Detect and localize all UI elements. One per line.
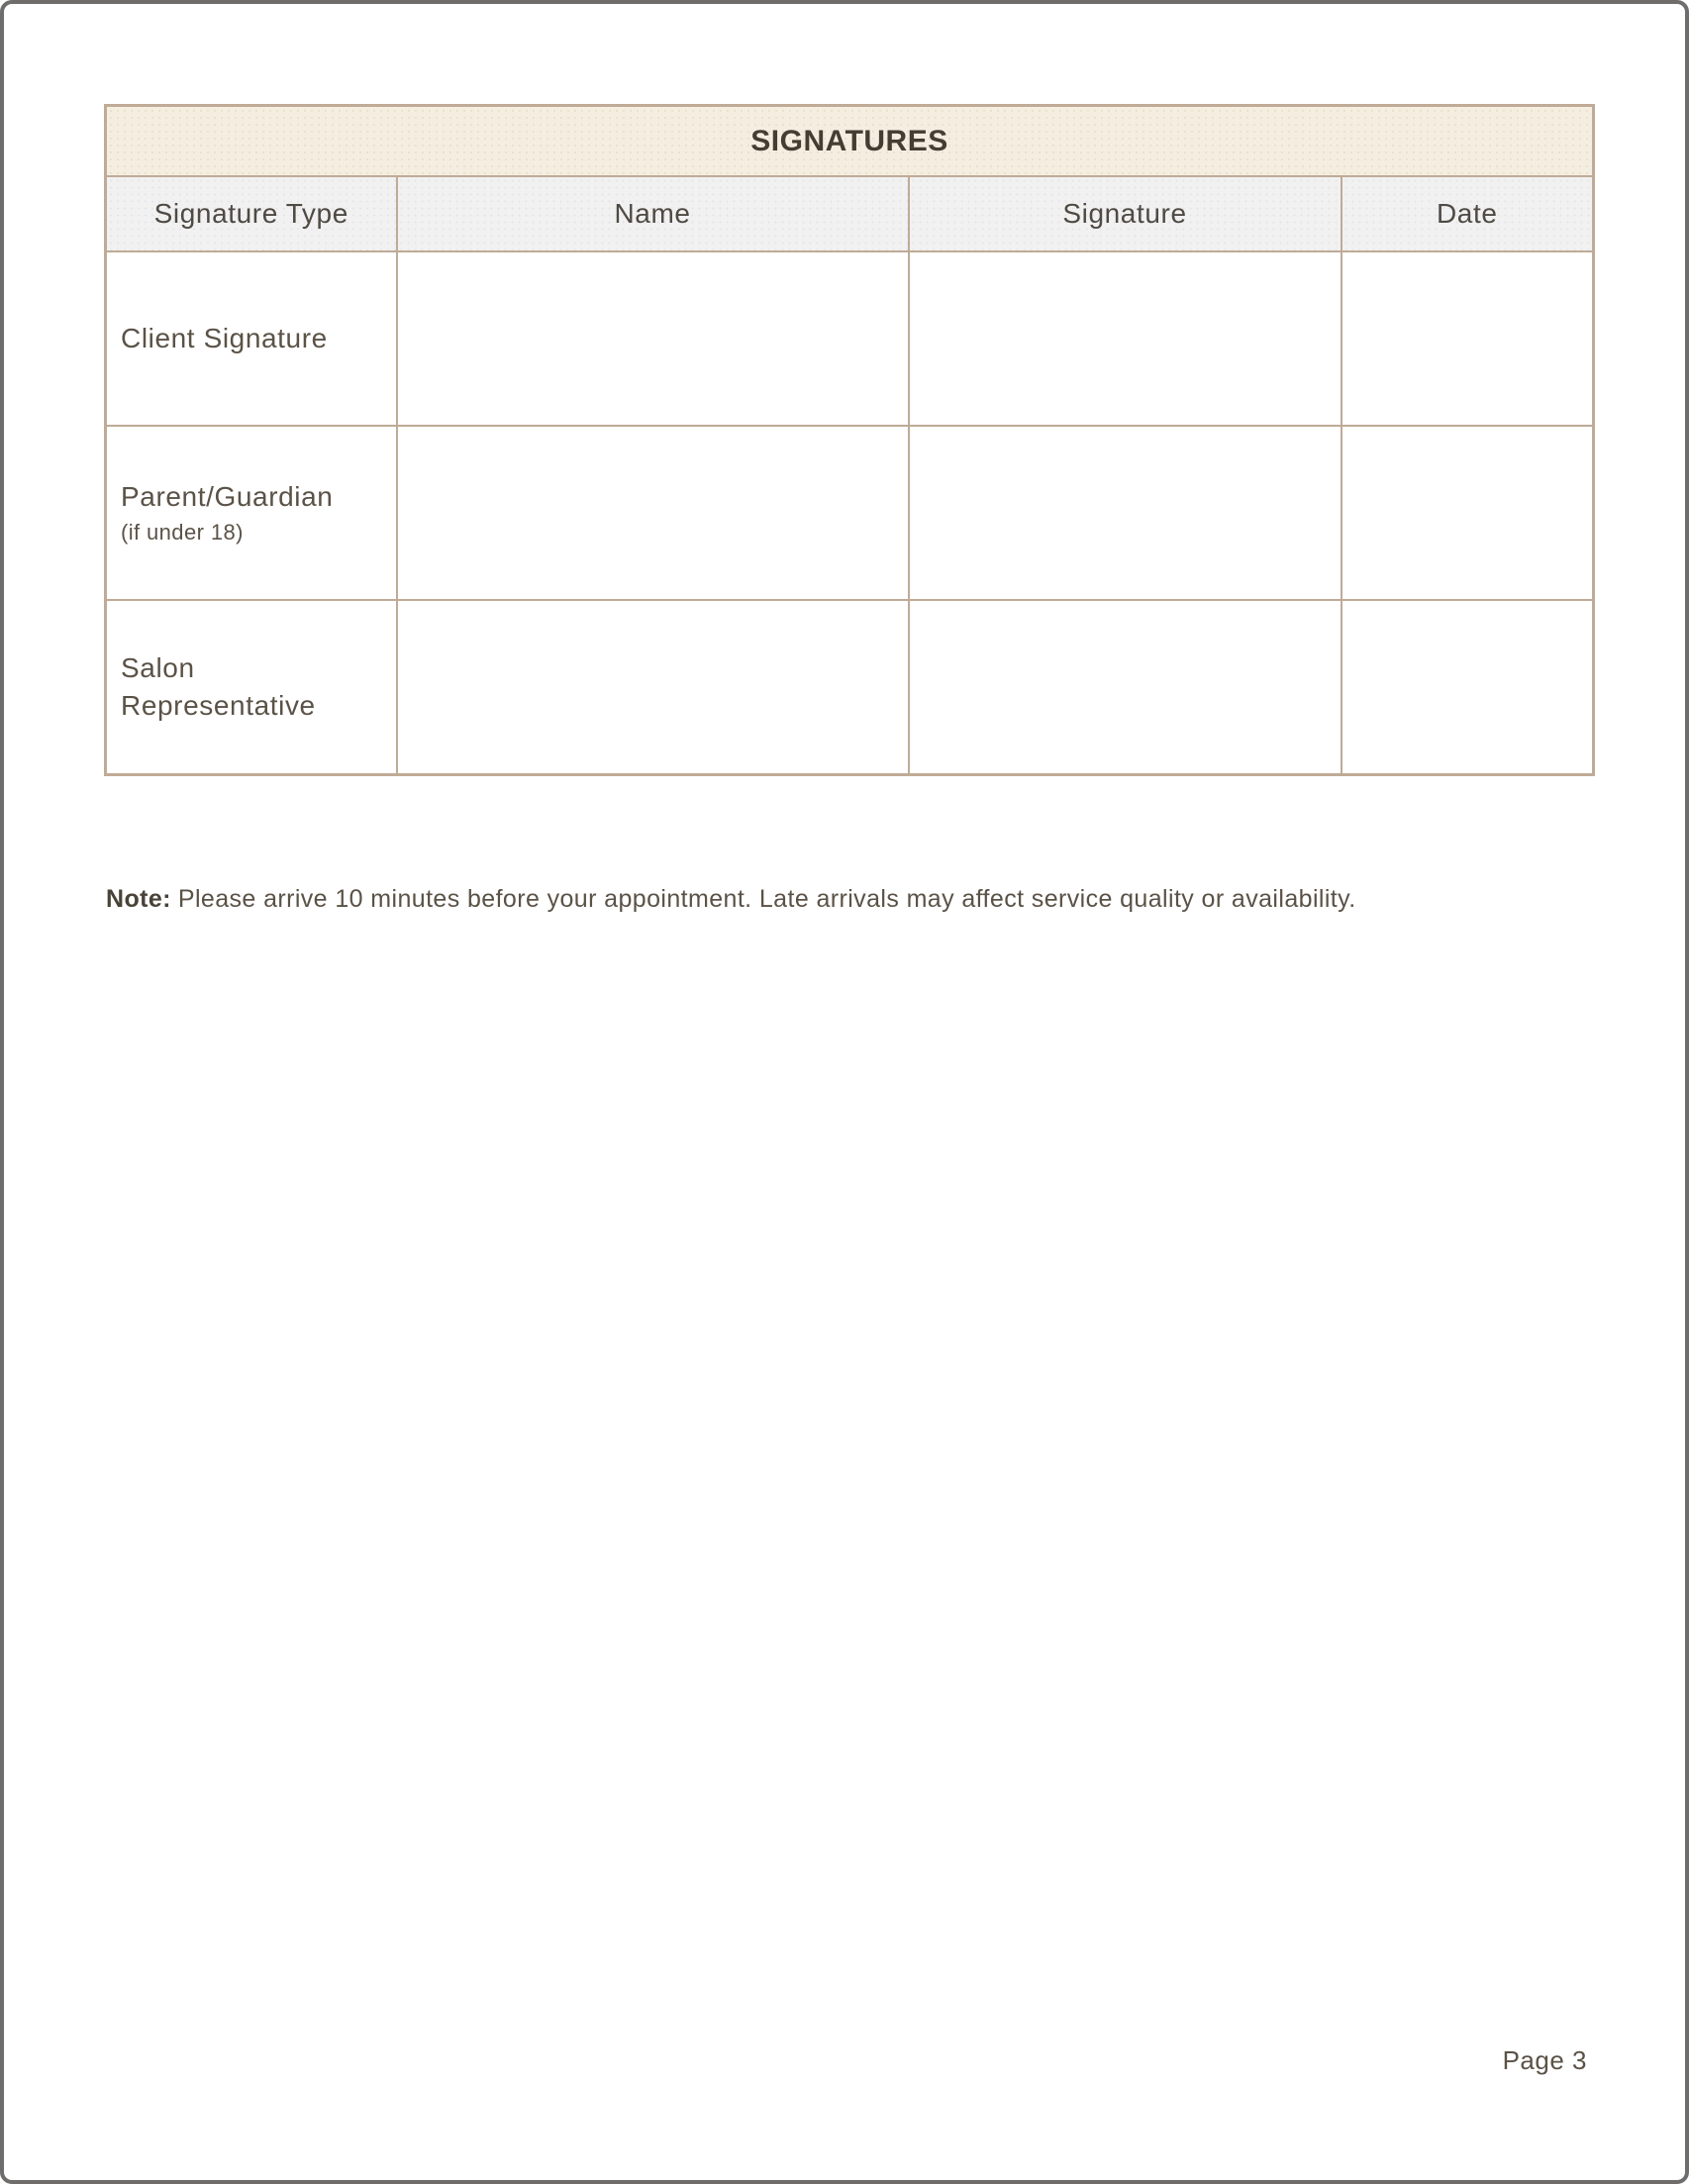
column-header-name: Name	[397, 176, 909, 251]
row-label-parent-guardian	[106, 426, 397, 600]
table-row-salon-representative	[106, 600, 1594, 775]
client-name-cell[interactable]	[397, 251, 909, 426]
column-header-signature: Signature	[909, 176, 1341, 251]
row-label-text: Client Signature	[121, 323, 328, 354]
row-label-text: Parent/Guardian	[121, 481, 334, 513]
note-text: Please arrive 10 minutes before your appointment. Late arrivals may affect service quality or availability.	[177, 885, 1356, 913]
column-header-signature-type: Signature Type	[106, 176, 397, 251]
representative-signature-cell[interactable]	[909, 600, 1341, 775]
column-header-date: Date	[1341, 176, 1594, 251]
table-row-parent-guardian	[106, 426, 1594, 600]
table-title-row	[106, 106, 1594, 177]
row-label-salon-representative	[106, 600, 397, 775]
row-label-client-signature	[106, 251, 397, 426]
row-sublabel-text: (if under 18)	[121, 520, 244, 546]
page-number: Page 3	[1502, 2045, 1587, 2075]
guardian-name-cell[interactable]	[397, 426, 909, 600]
guardian-date-cell[interactable]	[1341, 426, 1594, 600]
guardian-signature-cell[interactable]	[909, 426, 1341, 600]
note-prefix: Note:	[106, 885, 171, 913]
signatures-table-title: SIGNATURES	[106, 106, 1594, 177]
client-signature-cell[interactable]	[909, 251, 1341, 426]
table-row-client-signature	[106, 251, 1594, 426]
representative-name-cell[interactable]	[397, 600, 909, 775]
table-header-row	[106, 176, 1594, 251]
client-date-cell[interactable]	[1341, 251, 1594, 426]
row-label-text: Salon Representative	[121, 652, 316, 721]
representative-date-cell[interactable]	[1341, 600, 1594, 775]
signatures-table	[104, 104, 1595, 776]
arrival-note	[106, 885, 1541, 914]
